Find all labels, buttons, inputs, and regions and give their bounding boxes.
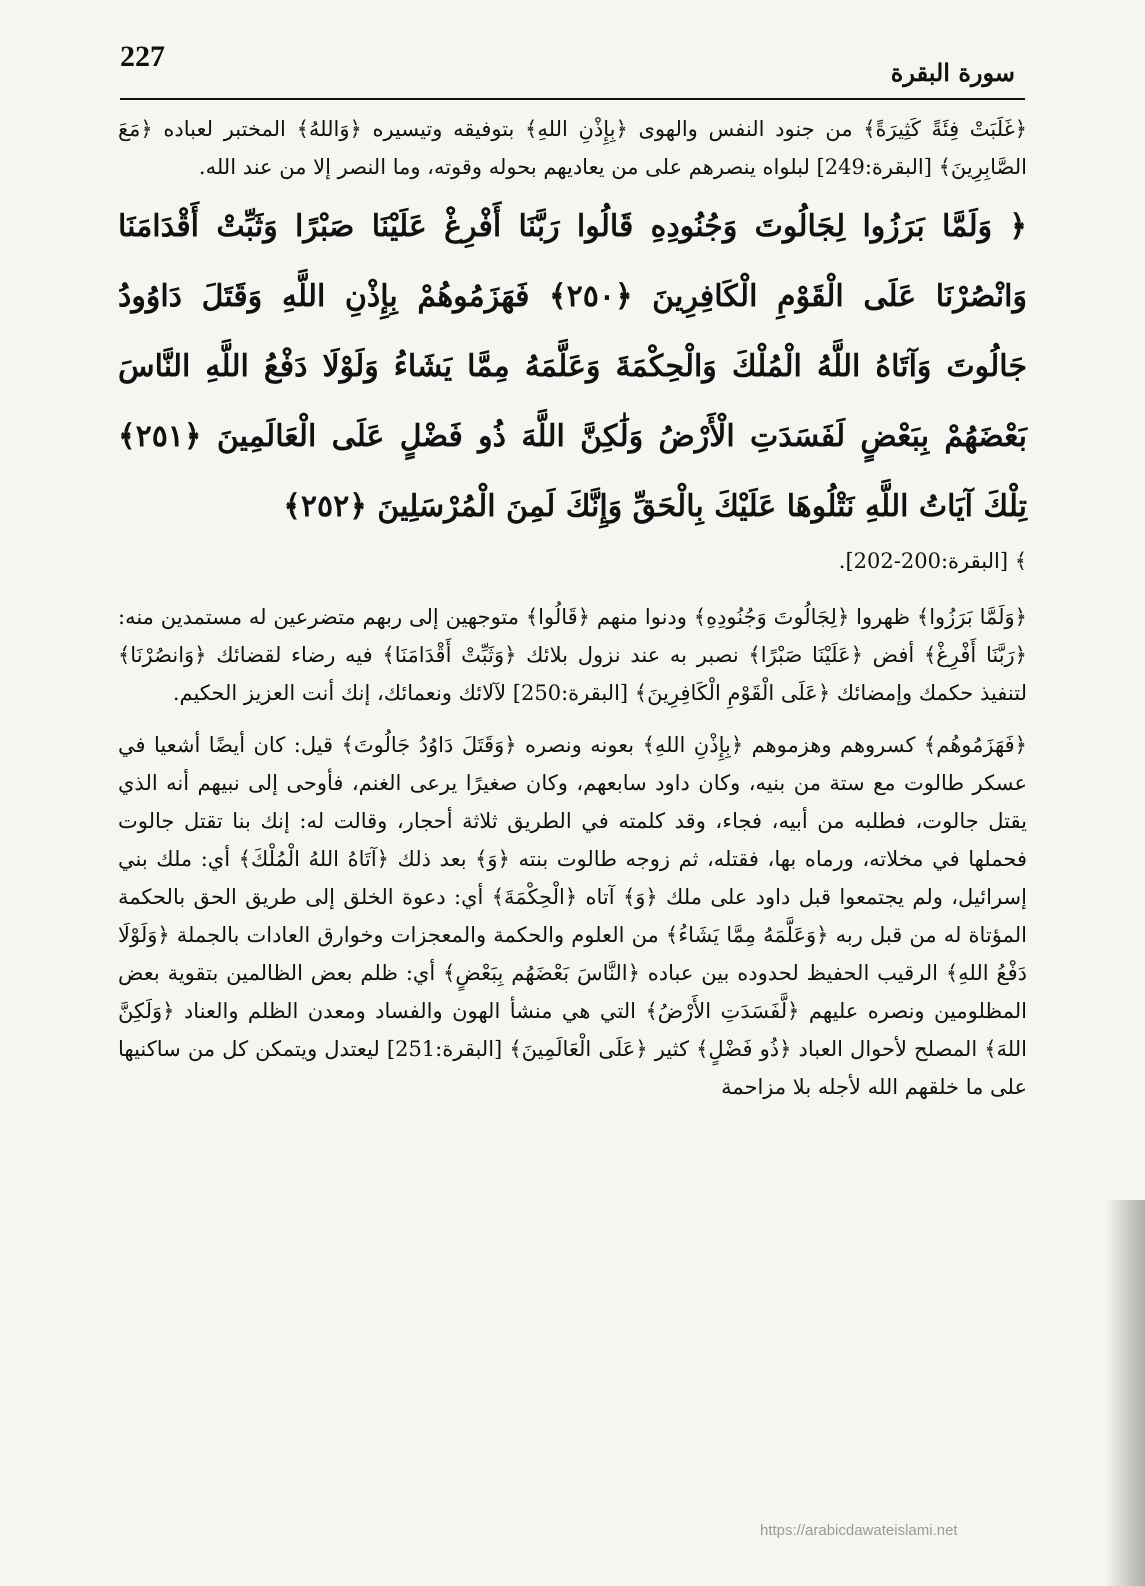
- intro-paragraph: ﴿غَلَبَتْ فِئَةً كَثِيرَةً﴾ من جنود النفس والهوى ﴿بِإِذْنِ اللهِ﴾ بتوفيقه وتيسيره ﴿وَاللهُ﴾ المختبر لعباده ﴿مَعَ الصَّابِرِينَ﴾ [البقرة:249] لبلواه ينصرهم على من يعاديهم بحوله وقوته، وما النصر إلا من عند الله.: [118, 117, 1027, 179]
- verse-reference: ﴾ [البقرة:200-202].: [838, 549, 1027, 573]
- commentary-paragraph-2: ﴿فَهَزَمُوهُم﴾ كسروهم وهزموهم ﴿بِإِذْنِ اللهِ﴾ بعونه ونصره ﴿وَقَتَلَ دَاوُدُ جَالُوتَ﴾ قيل: كان أيضًا أشعيا في عسكر طالوت مع ستة من بنيه، وكان داود سابعهم، وكان صغيرًا يرعى الغنم، فأوحى إلى نبيهم أنه الذي يقتل جالوت، فطلبه من أبيه، فجاء، وقد كلمته في الطريق ثلاثة أحجار، وقالت له: إنك بنا تقتل جالوت فحملها في مخلاته، ورماه بها، فقتله، ثم زوجه طالوت بنته ﴿وَ﴾ بعد ذلك ﴿آتَاهُ اللهُ الْمُلْكَ﴾ أي: ملك بني إسرائيل، ولم يجتمعوا قبل داود على ملك ﴿وَ﴾ آتاه ﴿الْحِكْمَةَ﴾ أي: دعوة الخلق إلى طريق الحق بالحكمة المؤتاة له من قبل ربه ﴿وَعَلَّمَهُ مِمَّا يَشَاءُ﴾ من العلوم والحكمة والمعجزات وخوارق العادات بالجملة ﴿وَلَوْلَا دَفْعُ اللهِ﴾ الرقيب الحفيظ لحدوده بين عباده ﴿النَّاسَ بَعْضَهُم بِبَعْضٍ﴾ أي: ظلم بعض الظالمين بتقوية بعض المظلومين ونصره عليهم ﴿لَّفَسَدَتِ الأَرْضُ﴾ التي هي منشأ الهون والفساد ومعدن الظلم والعناد ﴿وَلَكِنَّ اللهَ﴾ المصلح لأحوال العباد ﴿ذُو فَضْلٍ﴾ كثير ﴿عَلَى الْعَالَمِينَ﴾ [البقرة:251] ليعتدل ويتمكن كل من ساكنيها على ما خلقهم الله لأجله بلا مزاحمة: [118, 733, 1027, 1099]
- watermark-url: https://arabicdawateislami.net: [760, 1522, 958, 1539]
- page-body: [118, 110, 1027, 1106]
- surah-title: سورة البقرة: [890, 58, 1015, 87]
- scan-edge-shadow: [1105, 1200, 1145, 1586]
- commentary-paragraph-1: ﴿وَلَمَّا بَرَزُوا﴾ ظهروا ﴿لِجَالُوتَ وَجُنُودِهِ﴾ ودنوا منهم ﴿قَالُوا﴾ متوجهين إلى ربهم متضرعين له مستمدين منه: ﴿رَبَّنَا أَفْرِغْ﴾ أفض ﴿عَلَيْنَا صَبْرًا﴾ نصبر به عند نزول بلائك ﴿وَثَبِّتْ أَقْدَامَنَا﴾ فيه رضاء لقضائك ﴿وَانصُرْنَا﴾ لتنفيذ حكمك وإمضائك ﴿عَلَى الْقَوْمِ الْكَافِرِينَ﴾ [البقرة:250] لآلائك ونعمائك، إنك أنت العزيز الحكيم.: [118, 605, 1027, 705]
- paragraph-gap: [118, 712, 1027, 726]
- quran-verse-block: ﴿ وَلَمَّا بَرَزُوا لِجَالُوتَ وَجُنُودِهِ قَالُوا رَبَّنَا أَفْرِغْ عَلَيْنَا صَبْرًا وَثَبِّتْ أَقْدَامَنَا وَانْصُرْنَا عَلَى الْقَوْمِ الْكَافِرِينَ ﴿٢٥٠﴾ فَهَزَمُوهُمْ بِإِذْنِ اللَّهِ وَقَتَلَ دَاوُودُ جَالُوتَ وَآتَاهُ اللَّهُ الْمُلْكَ وَالْحِكْمَةَ وَعَلَّمَهُ مِمَّا يَشَاءُ وَلَوْلَا دَفْعُ اللَّهِ النَّاسَ بَعْضَهُمْ بِبَعْضٍ لَفَسَدَتِ الْأَرْضُ وَلَٰكِنَّ اللَّهَ ذُو فَضْلٍ عَلَى الْعَالَمِينَ ﴿٢٥١﴾ تِلْكَ آيَاتُ اللَّهِ نَتْلُوهَا عَلَيْكَ بِالْحَقِّ وَإِنَّكَ لَمِنَ الْمُرْسَلِينَ ﴿٢٥٢﴾: [118, 209, 1027, 524]
- header-divider: [120, 98, 1025, 100]
- page-number: 227: [120, 40, 165, 73]
